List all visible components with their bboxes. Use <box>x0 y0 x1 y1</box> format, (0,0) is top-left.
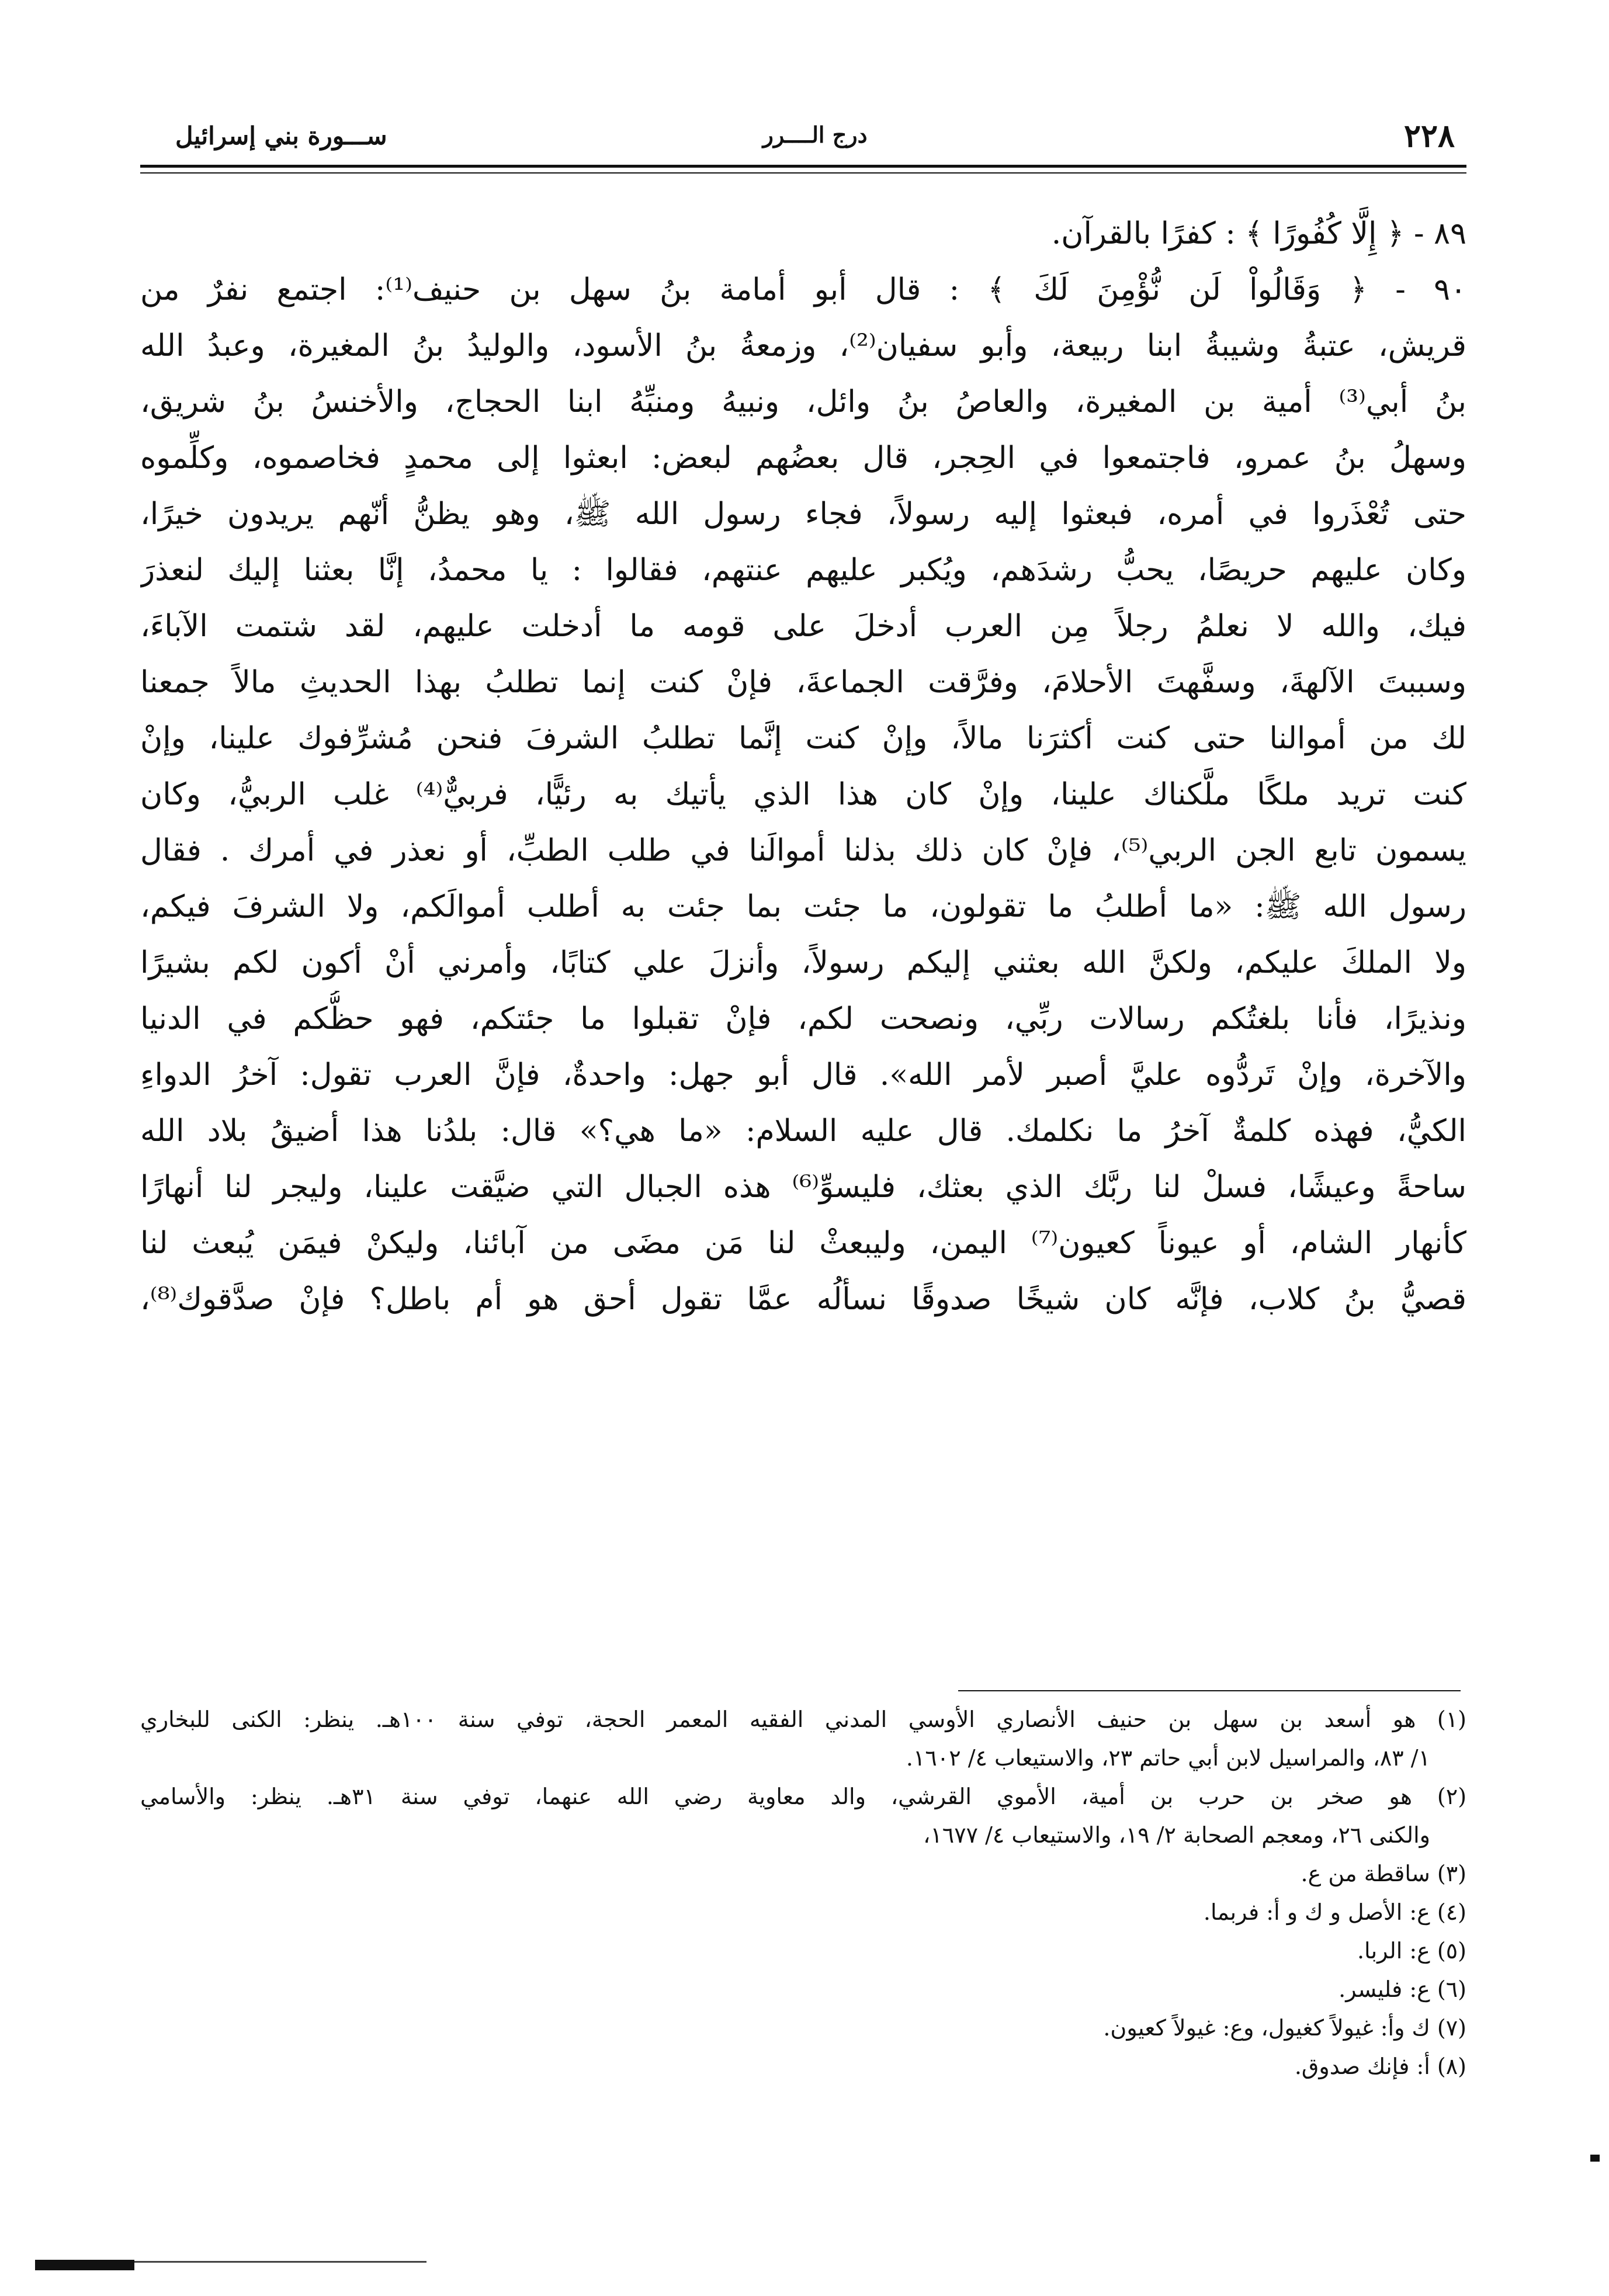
text-line: فيك، والله لا نعلمُ رجلاً مِن العرب أدخلَ على قومه ما أدخلت عليهم، لقد شتمت الآباءَ، <box>140 609 1466 644</box>
text-line: حتى تُعْذَروا في أمره، فبعثوا إليه رسولاً، فجاء رسول الله ﷺ، وهو يظنُّ أنّهم يريدون خيرًا، <box>140 497 1466 532</box>
scan-edge-mark <box>35 2260 134 2270</box>
footnote-line: (٦) ع: فليسر. <box>1338 1976 1466 2002</box>
text-line: ولا الملكَ عليكم، ولكنَّ الله بعثني إليكم رسولاً، وأنزلَ علي كتابًا، وأمرني أنْ أكون لكم بشيرًا <box>140 945 1466 980</box>
page-number: ٢٢٨ <box>1403 117 1455 154</box>
text-line: رسول الله ﷺ: «ما أطلبُ ما تقولون، ما جئت بما جئت به أطلب أموالَكم، ولا الشرفَ فيكم، <box>140 889 1466 924</box>
text-line: ونذيرًا، فأنا بلغتُكم رسالات ربِّي، ونصحت لكم، فإنْ تقبلوا ما جئتكم، فهو حظُّكم في الدنيا <box>140 1001 1466 1036</box>
footnote-line: (٥) ع: الربا. <box>1357 1938 1466 1964</box>
text-line: لك من أموالنا حتى كنت أكثرَنا مالاً، وإنْ كنت إنَّما تطلبُ الشرفَ فنحن مُشرِّفوك علينا، وإنْ <box>140 721 1466 756</box>
text-line: قريش، عتبةُ وشيبةُ ابنا ربيعة، وأبو سفيان⁽²⁾، وزمعةُ بنُ الأسود، والوليدُ بنُ المغيرة، وعبدُ الله <box>140 328 1466 363</box>
header-rule-thin <box>140 172 1466 174</box>
header-rule-thick <box>140 165 1466 168</box>
text-line: يسمون تابع الجن الربي⁽⁵⁾، فإنْ كان ذلك بذلنا أموالَنا في طلب الطبِّ، أو نعذر في أمرك . فقال <box>140 833 1466 868</box>
text-line: قصيُّ بنُ كلاب، فإنَّه كان شيخًا صدوقًا نسألُه عمَّا تقول أحق هو أم باطل؟ فإنْ صدَّقوك⁽⁸⁾، <box>140 1282 1466 1317</box>
page-header <box>175 117 1455 152</box>
footnote-line: (١) هو أسعد بن سهل بن حنيف الأنصاري الأوسي المدني الفقيه المعمر الحجة، توفي سنة ١٠٠هـ. ينظر: الكنى للبخاري <box>140 1707 1466 1732</box>
text-line: ٨٩ - ﴿ إِلَّا كُفُورًا ﴾ : كفرًا بالقرآن. <box>1051 216 1466 251</box>
book-title: درج الــــرر <box>762 122 868 148</box>
scan-side-mark <box>1590 2155 1600 2162</box>
surah-title: ســـورة بني إسرائيل <box>175 122 387 150</box>
main-text <box>140 206 1466 1327</box>
footnote-separator <box>958 1690 1461 1691</box>
scan-edge-line <box>134 2261 426 2263</box>
text-line: وسببتَ الآلهةَ، وسفَّهتَ الأحلامَ، وفرَّقت الجماعةَ، فإنْ كنت إنما تطلبُ بهذا الحديثِ مالاً جمعنا <box>140 665 1466 700</box>
footnote-line: (٨) أ: فإنك صدوق. <box>1294 2054 1466 2079</box>
text-line: الكيُّ، فهذه كلمةٌ آخرُ ما نكلمك. قال عليه السلام: «ما هي؟» قال: بلدُنا هذا أضيقُ بلاد الله <box>140 1114 1466 1149</box>
text-line: كنت تريد ملكًا ملَّكناك علينا، وإنْ كان هذا الذي يأتيك به رئيًّا، فربيٌّ⁽⁴⁾ غلب الربيُّ، وكان <box>140 777 1466 812</box>
text-line: بنُ أبي⁽³⁾ أمية بن المغيرة، والعاصُ بنُ وائل، ونبيهُ ومنبِّهُ ابنا الحجاج، والأخنسُ بنُ شريق، <box>140 384 1466 419</box>
footnotes <box>140 1700 1466 2086</box>
text-line: ساحةً وعيشًا، فسلْ لنا ربَّك الذي بعثك، فليسوِّ⁽⁶⁾ هذه الجبال التي ضيَّقت علينا، وليجر لنا أنهارًا <box>140 1170 1466 1205</box>
footnote-line: (٣) ساقطة من ع. <box>1301 1861 1466 1886</box>
footnote-line: والكنى ٢٦، ومعجم الصحابة ٢/ ١٩، والاستيعاب ٤/ ١٦٧٧، <box>923 1822 1430 1848</box>
footnote-line: (٢) هو صخر بن حرب بن أمية، الأموي القرشي، والد معاوية رضي الله عنهما، توفي سنة ٣١هـ. ينظر: والأسامي <box>140 1784 1466 1809</box>
text-line: ٩٠ - ﴿ وَقَالُواْ لَن نُّؤْمِنَ لَكَ ﴾ : قال أبو أمامة بنُ سهل بن حنيف⁽¹⁾: اجتمع نفرٌ من <box>140 272 1466 307</box>
text-line: وسهلُ بنُ عمرو، فاجتمعوا في الحِجر، قال بعضُهم لبعض: ابعثوا إلى محمدٍ فخاصموه، وكلِّموه <box>140 441 1466 476</box>
footnote-line: (٤) ع: الأصل و ك و أ: فربما. <box>1203 1899 1466 1925</box>
text-line: كأنهار الشام، أو عيوناً كعيون⁽⁷⁾ اليمن، وليبعثْ لنا مَن مضَى من آبائنا، وليكنْ فيمَن يُبعث لنا <box>140 1226 1466 1261</box>
text-line: وكان عليهم حريصًا، يحبُّ رشدَهم، ويُكبر عليهم عنتهم، فقالوا : يا محمدُ، إنَّا بعثنا إليك لنعذرَ <box>140 553 1466 588</box>
footnote-line: ١/ ٨٣، والمراسيل لابن أبي حاتم ٢٣، والاستيعاب ٤/ ١٦٠٢. <box>906 1745 1430 1771</box>
text-line: والآخرة، وإنْ تَردُّوه عليَّ أصبر لأمر الله». قال أبو جهل: واحدةٌ، فإنَّ العرب تقول: آخرُ الدواءِ <box>140 1057 1466 1092</box>
footnote-line: (٧) ك وأ: غيولاً كغيول، وع: غيولاً كعيون. <box>1103 2015 1466 2041</box>
